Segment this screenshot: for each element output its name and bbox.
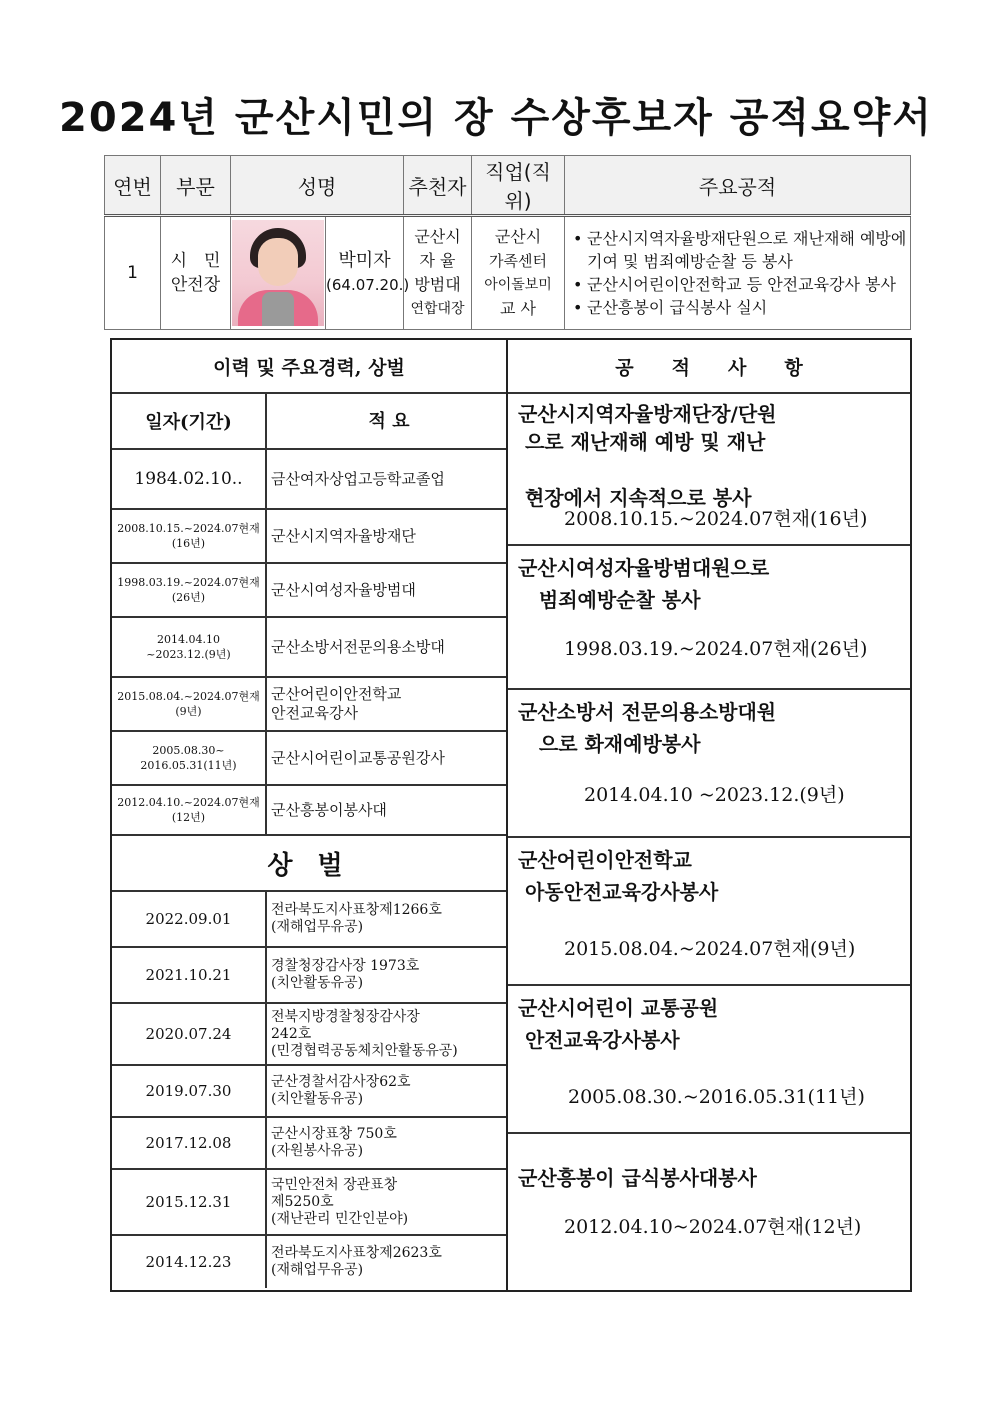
history-column	[112, 340, 508, 1290]
merit-text: 군산어린이안전학교 아동안전교육강사봉사	[518, 848, 719, 904]
merit-text: 군산소방서 전문의용소방대원 으로 화재예방봉사	[518, 700, 777, 756]
col-date-header: 일자(기간)	[112, 394, 267, 448]
career-date: 1984.02.10..	[112, 450, 267, 508]
row-number: 1	[105, 216, 161, 330]
merit-period: 2014.04.10 ~2023.12.(9년)	[584, 784, 845, 806]
award-desc: 군산경찰서감사장62호 (치안활동유공)	[271, 1074, 411, 1107]
award-row	[112, 1066, 506, 1118]
merit-period: 2012.04.10~2024.07현재(12년)	[564, 1216, 862, 1238]
career-date: 2015.08.04.~2024.07현재 (9년)	[112, 678, 267, 730]
name-cell	[326, 216, 410, 330]
award-date: 2017.12.08	[112, 1118, 267, 1168]
occupation-cell	[472, 216, 565, 330]
category-line1: 시 민	[170, 251, 221, 271]
merit-text: 군산시여성자율방범대원으로 범죄예방순찰 봉사	[518, 556, 770, 612]
career-date: 1998.03.19.~2024.07현재 (26년)	[112, 564, 267, 616]
header-no: 연번	[105, 156, 161, 216]
award-date: 2020.07.24	[112, 1004, 267, 1064]
career-desc: 금산여자상업고등학교졸업	[271, 469, 445, 488]
header-achievements: 주요공적	[565, 156, 911, 216]
award-desc: 전북지방경찰청장감사장 242호 (민경협력공동체치안활동유공)	[271, 1008, 458, 1059]
header-name: 성명	[231, 156, 404, 216]
award-row	[112, 1236, 506, 1288]
career-desc: 군산시지역자율방재단	[271, 526, 416, 545]
recommender-line: 연합대장	[410, 301, 465, 317]
award-date: 2022.09.01	[112, 892, 267, 946]
merit-section	[508, 838, 910, 986]
career-row	[112, 618, 506, 678]
award-row	[112, 892, 506, 948]
career-row	[112, 510, 506, 564]
category-cell	[161, 216, 231, 330]
summary-table	[104, 155, 911, 330]
merit-section	[508, 690, 910, 838]
merit-period: 1998.03.19.~2024.07현재(26년)	[564, 638, 868, 660]
merit-section	[508, 394, 910, 546]
award-date: 2015.12.31	[112, 1170, 267, 1234]
career-date: 2005.08.30~ 2016.05.31(11년)	[112, 732, 267, 784]
career-row	[112, 564, 506, 618]
merit-text: 군산시어린이 교통공원 안전교육강사봉사	[518, 996, 719, 1052]
career-row	[112, 450, 506, 510]
candidate-photo	[232, 220, 324, 326]
merit-period: 2005.08.30.~2016.05.31(11년)	[568, 1086, 865, 1108]
merit-period: 2008.10.15.~2024.07현재(16년)	[564, 508, 868, 530]
candidate-name: 박미자	[338, 250, 391, 271]
award-row	[112, 1118, 506, 1170]
award-desc: 경찰청장감사장 1973호 (치안활동유공)	[271, 958, 420, 991]
award-date: 2014.12.23	[112, 1236, 267, 1288]
occupation-line: 교 사	[500, 299, 537, 318]
award-date: 2021.10.21	[112, 948, 267, 1002]
career-date: 2012.04.10.~2024.07현재 (12년)	[112, 786, 267, 834]
history-title-row	[112, 340, 506, 394]
achievement-item: • 군산시어린이안전학교 등 안전교육강사 봉사	[587, 273, 910, 296]
category-line2: 안전장	[170, 275, 221, 295]
career-date: 2008.10.15.~2024.07현재 (16년)	[112, 510, 267, 562]
career-desc: 군산소방서전문의용소방대	[271, 637, 445, 656]
award-desc: 국민안전처 장관표창 제5250호 (재난관리 민간인분야)	[271, 1176, 409, 1227]
career-row	[112, 786, 506, 836]
career-row	[112, 678, 506, 732]
career-desc: 군산시여성자율방범대	[271, 580, 416, 599]
award-desc: 전라북도지사표창제2623호 (재해업무유공)	[271, 1245, 442, 1278]
history-section-title: 이력 및 주요경력, 상벌	[213, 356, 405, 379]
merit-section	[508, 1134, 910, 1290]
career-row	[112, 732, 506, 786]
awards-section-title: 상 벌	[267, 850, 351, 881]
award-desc: 전라북도지사표창제1266호 (재해업무유공)	[271, 902, 442, 935]
col-desc-header: 적 요	[368, 410, 410, 432]
recommender-line: 방범대	[414, 275, 461, 294]
candidate-birth: (64.07.20.)	[326, 276, 410, 294]
history-header-row	[112, 394, 506, 450]
merit-text: 군산시지역자율방재단장/단원 으로 재난재해 예방 및 재난 현장에서 지속적으로 봉사	[518, 402, 777, 510]
merits-title-row	[508, 340, 910, 394]
merits-column	[508, 340, 910, 1290]
header-occupation: 직업(직위)	[472, 156, 565, 216]
photo-cell	[231, 216, 326, 330]
career-date: 2014.04.10 ~2023.12.(9년)	[112, 618, 267, 676]
award-date: 2019.07.30	[112, 1066, 267, 1116]
scanned-record-box	[110, 338, 912, 1292]
merits-section-title: 공 적 사 항	[615, 356, 803, 379]
merit-text: 군산흥봉이 급식봉사대봉사	[518, 1166, 757, 1190]
recommender-cell	[404, 216, 472, 330]
achievement-item: • 군산흥봉이 급식봉사 실시	[587, 296, 910, 319]
merit-section	[508, 986, 910, 1134]
occupation-line: 아이돌보미	[484, 277, 552, 293]
career-desc: 군산흥봉이봉사대	[271, 800, 387, 819]
award-row	[112, 948, 506, 1004]
award-row	[112, 1004, 506, 1066]
page-title: 2024년 군산시민의 장 수상후보자 공적요약서	[59, 95, 933, 141]
career-desc: 군산어린이안전학교 안전교육강사	[271, 685, 402, 722]
award-desc: 군산시장표창 750호 (자원봉사유공)	[271, 1126, 397, 1159]
header-category: 부문	[161, 156, 231, 216]
achievements-cell	[565, 216, 911, 330]
occupation-line: 가족센터	[489, 252, 547, 270]
recommender-line: 군산시	[414, 227, 461, 246]
header-recommender: 추천자	[404, 156, 472, 216]
achievement-item: • 군산시지역자율방재단원으로 재난재해 예방에 기여 및 범죄예방순찰 등 봉사	[587, 227, 910, 273]
merit-period: 2015.08.04.~2024.07현재(9년)	[564, 938, 856, 960]
achievements-list	[571, 227, 910, 319]
recommender-line: 자 율	[419, 251, 456, 270]
award-row	[112, 1170, 506, 1236]
merit-section	[508, 546, 910, 690]
occupation-line: 군산시	[494, 227, 542, 246]
career-desc: 군산시어린이교통공원강사	[271, 748, 445, 767]
awards-title-row	[112, 836, 506, 892]
